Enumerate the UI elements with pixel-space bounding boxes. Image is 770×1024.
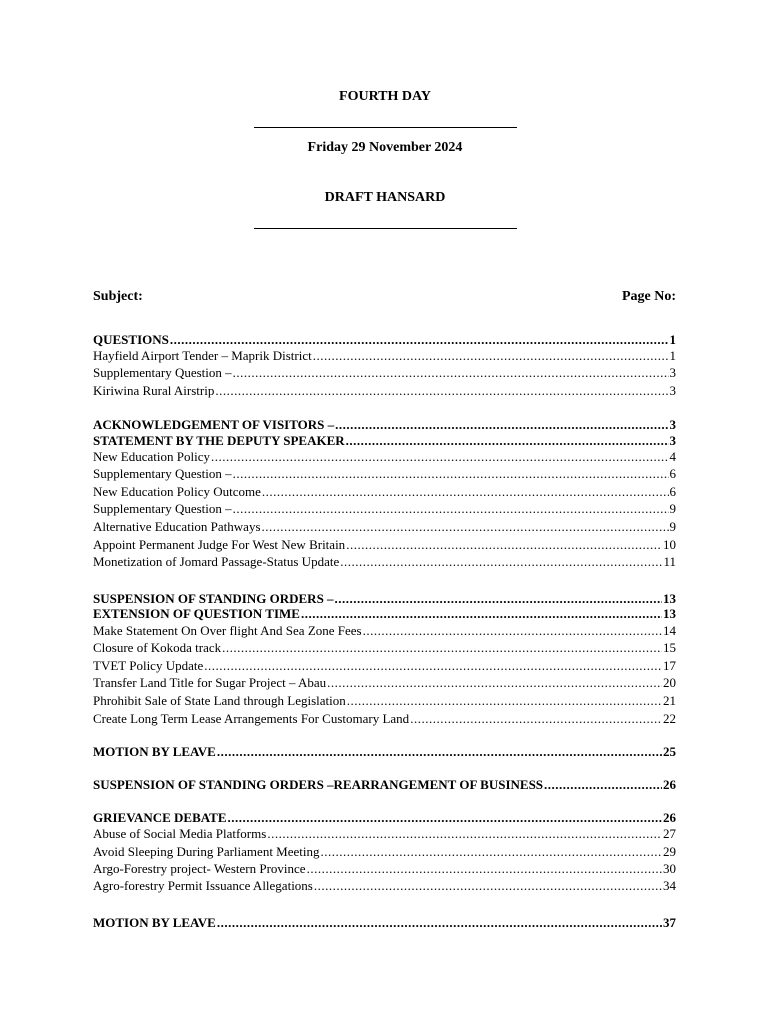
toc-entry	[93, 605, 676, 623]
toc-entry	[93, 843, 676, 861]
toc-entry-page: 6	[669, 484, 676, 499]
toc-entry-page: 27	[663, 826, 676, 841]
toc-entry	[93, 364, 676, 382]
toc-entry-title: TVET Policy Update	[93, 658, 204, 673]
toc-entry-title: MOTION BY LEAVE	[93, 744, 216, 759]
toc-entry-title: Appoint Permanent Judge For West New Britain	[93, 537, 346, 552]
toc-entry-page: 25	[663, 744, 676, 759]
toc-entry-title: SUSPENSION OF STANDING ORDERS –REARRANGEMENT OF BUSINESS	[93, 777, 544, 792]
toc-entry-page: 26	[663, 777, 676, 792]
toc-entry-title: Phrohibit Sale of State Land through Legislation	[93, 693, 346, 708]
toc-entry-title: STATEMENT BY THE DEPUTY SPEAKER	[93, 433, 345, 448]
toc-entry-title: Avoid Sleeping During Parliament Meeting	[93, 844, 320, 859]
toc-entry-title: New Education Policy	[93, 449, 210, 464]
toc-entry-title: Supplementary Question –	[93, 365, 232, 380]
toc-leader-dots	[222, 639, 662, 657]
toc-entry	[93, 382, 676, 400]
toc-leader-dots	[410, 710, 662, 728]
toc-entry-page: 10	[663, 537, 676, 552]
toc-entry-page: 21	[663, 693, 676, 708]
toc-leader-dots	[301, 605, 662, 623]
toc-entry-page: 3	[669, 365, 676, 380]
toc-entry-title: Agro-forestry Permit Issuance Allegations	[93, 878, 313, 893]
toc-entry-page: 15	[663, 640, 676, 655]
toc-entry	[93, 347, 676, 365]
toc-entry	[93, 622, 676, 640]
toc-entry-page: 11	[663, 554, 676, 569]
toc-entry-page: 29	[663, 844, 676, 859]
toc-entry-title: Supplementary Question –	[93, 501, 232, 516]
toc-entry-title: MOTION BY LEAVE	[93, 915, 216, 930]
subject-column-header: Subject:	[93, 289, 143, 304]
toc-leader-dots	[313, 347, 669, 365]
toc-entry-title: Transfer Land Title for Sugar Project – Abau	[93, 675, 327, 690]
toc-entry-title: Abuse of Social Media Platforms	[93, 826, 267, 841]
toc-leader-dots	[321, 843, 663, 861]
toc-entry-page: 1	[669, 332, 676, 347]
toc-leader-dots	[267, 825, 662, 843]
toc-leader-dots	[233, 500, 669, 518]
toc-entry	[93, 914, 676, 932]
toc-entry	[93, 483, 676, 501]
toc-entry	[93, 710, 676, 728]
toc-entry	[93, 518, 676, 536]
toc-leader-dots	[215, 382, 668, 400]
toc-leader-dots	[347, 692, 662, 710]
toc-entry-page: 34	[663, 878, 676, 893]
toc-entry-title: SUSPENSION OF STANDING ORDERS –	[93, 591, 334, 606]
toc-entry	[93, 825, 676, 843]
toc-entry-title: New Education Policy Outcome	[93, 484, 261, 499]
toc-entry	[93, 877, 676, 895]
toc-entry-title: GRIEVANCE DEBATE	[93, 810, 227, 825]
toc-entry-title: EXTENSION OF QUESTION TIME	[93, 606, 300, 621]
toc-entry	[93, 743, 676, 761]
toc-entry	[93, 553, 676, 571]
toc-entry	[93, 465, 676, 483]
toc-entry-title: Monetization of Jomard Passage-Status Update	[93, 554, 340, 569]
toc-entry-page: 6	[669, 466, 676, 481]
toc-entry-page: 3	[669, 433, 676, 448]
divider-top	[254, 127, 517, 128]
toc-entry-page: 9	[669, 501, 676, 516]
toc-entry	[93, 674, 676, 692]
toc-entry-page: 3	[669, 383, 676, 398]
toc-entry-page: 13	[663, 606, 676, 621]
toc-leader-dots	[307, 860, 662, 878]
toc-entry-title: Create Long Term Lease Arrangements For Customary Land	[93, 711, 410, 726]
toc-entry-page: 37	[663, 915, 676, 930]
toc-entry	[93, 500, 676, 518]
toc-leader-dots	[363, 622, 662, 640]
toc-entry-page: 22	[663, 711, 676, 726]
toc-entry	[93, 776, 676, 794]
toc-entry	[93, 536, 676, 554]
toc-leader-dots	[233, 465, 669, 483]
toc-entry-title: Alternative Education Pathways	[93, 519, 261, 534]
toc-entry-page: 9	[669, 519, 676, 534]
toc-entry-page: 20	[663, 675, 676, 690]
toc-leader-dots	[204, 657, 662, 675]
toc-leader-dots	[233, 364, 669, 382]
toc-entry-page: 30	[663, 861, 676, 876]
toc-entry	[93, 860, 676, 878]
toc-entry	[93, 657, 676, 675]
toc-leader-dots	[262, 518, 669, 536]
toc-leader-dots	[346, 536, 662, 554]
day-heading: FOURTH DAY	[339, 89, 431, 104]
toc-entry-page: 3	[669, 417, 676, 432]
toc-leader-dots	[217, 743, 662, 761]
page-column-header: Page No:	[621, 289, 676, 304]
toc-entry-title: Kiriwina Rural Airstrip	[93, 383, 215, 398]
toc-entry-title: Make Statement On Over flight And Sea Zone Fees	[93, 623, 362, 638]
toc-leader-dots	[217, 914, 662, 932]
toc-entry	[93, 448, 676, 466]
toc-entry-title: Hayfield Airport Tender – Maprik District	[93, 348, 312, 363]
toc-leader-dots	[327, 674, 662, 692]
toc-leader-dots	[211, 448, 669, 466]
toc-leader-dots	[544, 776, 662, 794]
toc-entry-page: 26	[663, 810, 676, 825]
date-heading: Friday 29 November 2024	[307, 140, 463, 155]
toc-entry-page: 14	[663, 623, 676, 638]
toc-entry	[93, 639, 676, 657]
toc-entry-page: 1	[669, 348, 676, 363]
toc-entry-title: QUESTIONS	[93, 332, 169, 347]
toc-leader-dots	[340, 553, 662, 571]
toc-entry-title: Supplementary Question –	[93, 466, 232, 481]
toc-entry-title: Closure of Kokoda track	[93, 640, 222, 655]
document-type-heading: DRAFT HANSARD	[324, 190, 446, 205]
toc-leader-dots	[314, 877, 662, 895]
toc-entry-page: 13	[663, 591, 676, 606]
toc-leader-dots	[262, 483, 669, 501]
toc-entry-title: Argo-Forestry project- Western Province	[93, 861, 306, 876]
toc-entry-title: ACKNOWLEDGEMENT OF VISITORS –	[93, 417, 335, 432]
divider-bottom	[254, 228, 517, 229]
toc-entry-page: 17	[663, 658, 676, 673]
toc-entry-page: 4	[669, 449, 676, 464]
toc-entry	[93, 692, 676, 710]
